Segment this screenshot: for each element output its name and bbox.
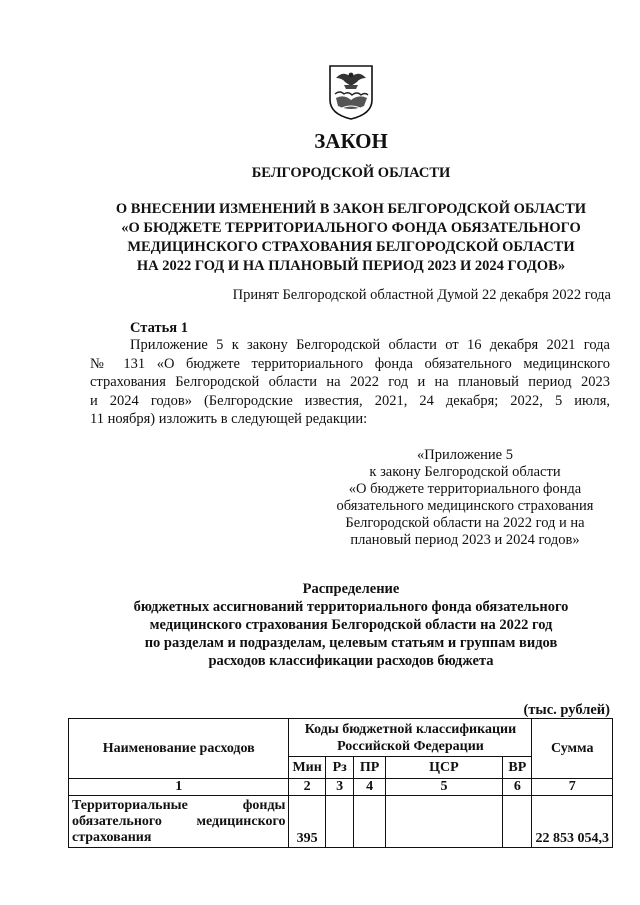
header-rz: Рз xyxy=(325,757,354,779)
units-label: (тыс. рублей) xyxy=(523,702,610,718)
column-number: 1 xyxy=(69,779,289,796)
header-sum: Сумма xyxy=(532,719,613,779)
article-line: № 131 «О бюджете территориального фонда обязательного медицинского xyxy=(90,355,610,372)
appendix-line: «Приложение 5 xyxy=(417,447,513,463)
region-heading: БЕЛГОРОДСКОЙ ОБЛАСТИ xyxy=(251,165,451,181)
law-subject xyxy=(100,200,602,276)
appendix-line: плановый период 2023 и 2024 годов» xyxy=(350,532,580,548)
column-number: 4 xyxy=(354,779,385,796)
header-pr: ПР xyxy=(354,757,385,779)
appendix-reference xyxy=(320,447,610,549)
distribution-line: расходов классификации расходов бюджета xyxy=(208,653,494,669)
column-number: 5 xyxy=(385,779,503,796)
law-subject-line: О ВНЕСЕНИИ ИЗМЕНЕНИЙ В ЗАКОН БЕЛГОРОДСКОЙ ОБЛАСТИ xyxy=(115,201,587,217)
budget-table xyxy=(68,718,613,848)
appendix-line: к закону Белгородской области xyxy=(369,464,561,480)
row-sum: 22 853 054,3 xyxy=(532,796,613,848)
column-number: 7 xyxy=(532,779,613,796)
row-min: 395 xyxy=(289,796,325,848)
row-name-line: страхования xyxy=(72,830,152,845)
article-line: 11 ноября) изложить в следующей редакции: xyxy=(90,411,368,427)
row-vr xyxy=(503,796,532,848)
article-body xyxy=(90,336,610,429)
column-number: 2 xyxy=(289,779,325,796)
article-line: и 2024 годов» (Белгородские известия, 2021, 24 декабря; 2022, 5 июля, xyxy=(90,392,610,409)
article-line: страхования Белгородской области на 2022 год и на плановый период 2023 xyxy=(90,374,610,390)
header-codes: Коды бюджетной классификации Российской Федерации xyxy=(289,719,532,757)
header-csr: ЦСР xyxy=(385,757,503,779)
distribution-line: Распределение xyxy=(302,581,400,597)
header-vr: ВР xyxy=(503,757,532,779)
law-subject-line: МЕДИЦИНСКОГО СТРАХОВАНИЯ БЕЛГОРОДСКОЙ ОБЛАСТИ xyxy=(127,239,575,255)
column-number: 3 xyxy=(325,779,354,796)
distribution-line: бюджетных ассигнований территориального фонда обязательного xyxy=(133,599,569,615)
header-min: Мин xyxy=(289,757,325,779)
article-heading: Статья 1 xyxy=(130,320,188,336)
appendix-line: обязательного медицинского страхования xyxy=(336,498,594,514)
row-csr xyxy=(385,796,503,848)
table-row xyxy=(69,796,613,848)
appendix-line: «О бюджете территориального фонда xyxy=(348,481,582,497)
coat-of-arms-emblem xyxy=(326,64,376,120)
distribution-line: по разделам и подразделам, целевым статьям и группам видов xyxy=(144,635,558,651)
law-subject-line: НА 2022 ГОД И НА ПЛАНОВЫЙ ПЕРИОД 2023 И 2024 ГОДОВ» xyxy=(136,258,566,274)
law-title: ЗАКОН xyxy=(314,129,388,153)
appendix-line: Белгородской области на 2022 год и на xyxy=(345,515,585,531)
column-number: 6 xyxy=(503,779,532,796)
row-name-cell xyxy=(69,796,289,848)
row-name-line: обязательного медицинского xyxy=(72,814,286,829)
adoption-note: Принят Белгородской областной Думой 22 декабря 2022 года xyxy=(232,287,611,303)
law-subject-line: «О БЮДЖЕТЕ ТЕРРИТОРИАЛЬНОГО ФОНДА ОБЯЗАТЕЛЬНОГО xyxy=(121,220,581,236)
header-name: Наименование расходов xyxy=(69,719,289,779)
row-pr xyxy=(354,796,385,848)
row-name-line: Территориальные фонды xyxy=(72,798,286,813)
distribution-heading xyxy=(96,580,606,670)
distribution-line: медицинского страхования Белгородской области на 2022 год xyxy=(149,617,553,633)
article-line: Приложение 5 к закону Белгородской области от 16 декабря 2021 года xyxy=(130,337,610,353)
row-rz xyxy=(325,796,354,848)
